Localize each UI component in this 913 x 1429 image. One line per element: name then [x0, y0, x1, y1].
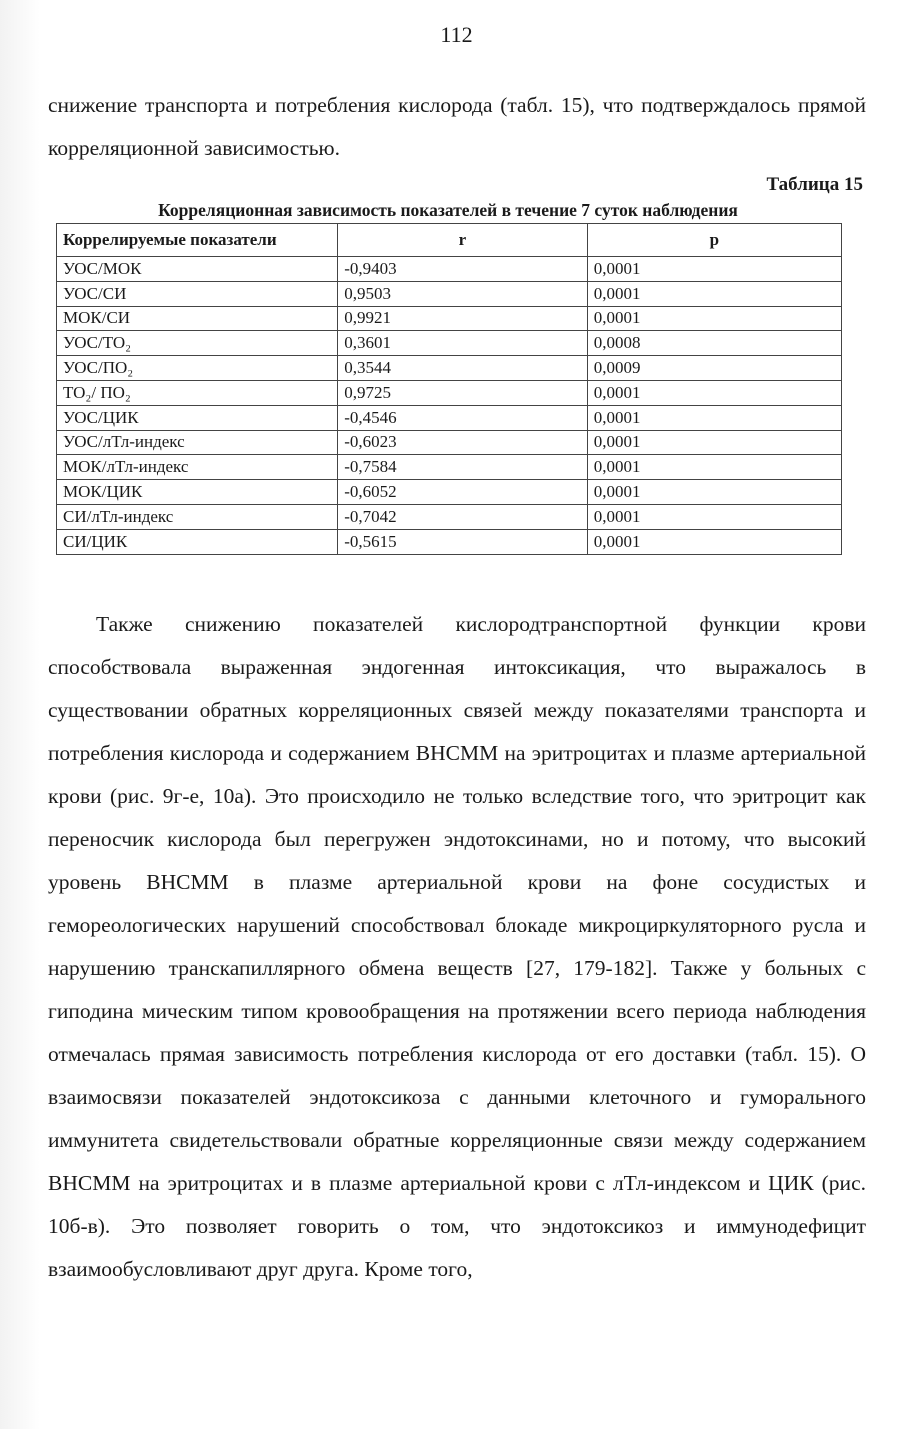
- cell-indicators: СИ/ЦИК: [57, 529, 338, 554]
- table-label: Таблица 15: [766, 174, 863, 195]
- cell-r: -0,7584: [338, 455, 587, 480]
- table-row: [57, 430, 842, 455]
- scan-edge-shadow: [0, 0, 40, 1429]
- cell-indicators: УОС/СИ: [57, 281, 338, 306]
- cell-r: -0,6023: [338, 430, 587, 455]
- table-body: [57, 257, 842, 555]
- cell-p: 0,0001: [587, 306, 841, 331]
- page-number: 112: [440, 22, 473, 47]
- cell-r: 0,9725: [338, 380, 587, 405]
- cell-indicators: УОС/ТО₂: [57, 331, 338, 356]
- cell-p: 0,0008: [587, 331, 841, 356]
- body-text: Также снижению показателей кислородтранспортной функции крови способствовала выраженная эндогенная интоксикация, что выражалось в существовании обратных корреляционных связей между показателями транспорта и потребления кислорода и содержанием ВНСММ на эритроцитах и плазме артериальной крови (рис. 9г-е, 10а). Это происходило не только вследствие того, что эритроцит как переносчик кислорода был перегружен эндотоксинами, но и потому, что высокий уровень ВНСММ в плазме артериальной крови на фоне сосудистых и гемореологических нарушений способствовал блокаде микроциркуляторного русла и нарушению транскапиллярного обмена веществ [27, 179-182]. Также у больных с гиподина мическим типом кровообращения на протяжении всего периода наблюдения отмечалась прямая зависимость потребления кислорода от его доставки (табл. 15). О взаимосвязи показателей эндотоксикоза с данными клеточного и гуморального иммунитета свидетельствовали обратные корреляционные связи между содержанием ВНСММ на эритроцитах и в плазме артериальной крови с лТл-индексом и ЦИК (рис. 10б-в). Это позволяет говорить о том, что эндотоксикоз и иммунодефицит взаимообусловливают друг друга. Кроме того,: [48, 612, 866, 1281]
- table-title: Корреляционная зависимость показателей в течение 7 суток наблюдения: [158, 200, 738, 220]
- cell-r: -0,7042: [338, 504, 587, 529]
- cell-p: 0,0001: [587, 529, 841, 554]
- cell-p: 0,0009: [587, 356, 841, 381]
- cell-indicators: СИ/лТл-индекс: [57, 504, 338, 529]
- table-row: [57, 331, 842, 356]
- table-header-row: [57, 224, 842, 257]
- header-r: r: [338, 224, 587, 257]
- cell-indicators: УОС/ЦИК: [57, 405, 338, 430]
- table-row: [57, 306, 842, 331]
- table-row: [57, 380, 842, 405]
- intro-text: снижение транспорта и потребления кислорода (табл. 15), что подтверждалось прямой корреляционной зависимостью.: [48, 93, 866, 160]
- table-row: [57, 529, 842, 554]
- cell-p: 0,0001: [587, 430, 841, 455]
- cell-indicators: ТО₂/ ПО₂: [57, 380, 338, 405]
- cell-indicators: УОС/ПО₂: [57, 356, 338, 381]
- cell-indicators: МОК/лТл-индекс: [57, 455, 338, 480]
- table-row: [57, 257, 842, 282]
- cell-p: 0,0001: [587, 504, 841, 529]
- cell-p: 0,0001: [587, 480, 841, 505]
- cell-p: 0,0001: [587, 455, 841, 480]
- header-p: p: [587, 224, 841, 257]
- cell-p: 0,0001: [587, 405, 841, 430]
- table-row: [57, 281, 842, 306]
- table-row: [57, 405, 842, 430]
- cell-r: -0,5615: [338, 529, 587, 554]
- cell-indicators: МОК/СИ: [57, 306, 338, 331]
- cell-r: -0,9403: [338, 257, 587, 282]
- cell-r: -0,6052: [338, 480, 587, 505]
- intro-paragraph: [48, 84, 866, 170]
- cell-p: 0,0001: [587, 380, 841, 405]
- cell-r: 0,3601: [338, 331, 587, 356]
- cell-p: 0,0001: [587, 257, 841, 282]
- cell-indicators: МОК/ЦИК: [57, 480, 338, 505]
- cell-r: 0,3544: [338, 356, 587, 381]
- cell-r: 0,9921: [338, 306, 587, 331]
- table-row: [57, 455, 842, 480]
- header-indicators: Коррелируемые показатели: [57, 224, 338, 257]
- table-row: [57, 504, 842, 529]
- correlation-table: [56, 223, 842, 555]
- cell-r: 0,9503: [338, 281, 587, 306]
- cell-p: 0,0001: [587, 281, 841, 306]
- cell-r: -0,4546: [338, 405, 587, 430]
- cell-indicators: УОС/МОК: [57, 257, 338, 282]
- table-row: [57, 480, 842, 505]
- cell-indicators: УОС/лТл-индекс: [57, 430, 338, 455]
- body-paragraph: [48, 603, 866, 1291]
- table-row: [57, 356, 842, 381]
